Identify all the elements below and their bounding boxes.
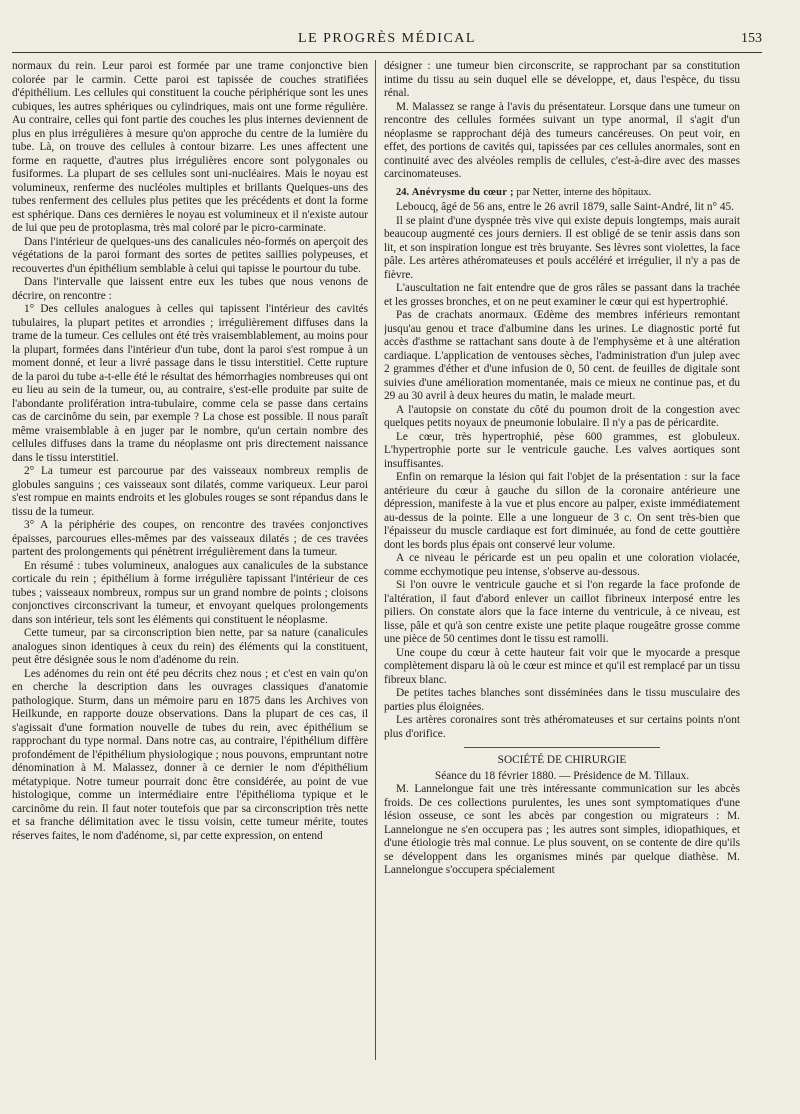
paragraph: En résumé : tubes volumineux, analogues aux canalicules de la substance corticale du rein ; épithélium à forme irrégulière tapissant l'intérieur de ces tubes ; vaisseaux nombreux, rompus sur un grand nombre de points ; cloisons conjonctives circonscrivant la tumeur, et envoyant quelques prolongements dans son intérieur, tels sont les éléments qui constituent le néoplasme. bbox=[12, 559, 368, 626]
case-heading bbox=[384, 186, 740, 200]
paragraph: normaux du rein. Leur paroi est formée par une trame conjonctive bien colorée par le carmin. Cette paroi est tapissée de couches stratifiées d'épithélium. Les cellules qui constituent la couche périphérique sont les unes cubiques, les autres sphériques ou cylindriques, mais ont une forme régulière. Au contraire, celles qui font partie des couches les plus internes deviennent de plus en plus irrégulières à mesure qu'on approche du centre de la lumière du tube. Là, on trouve des cellules à contour bizarre. Les unes affectent une forme en raquette, d'autres plus irrégulières encore sont polygonales ou fusiformes. La plupart de ses cellules sont uni-nucléaires. Mais le noyau est volumineux, renferme des nucléoles multiples et brillants Quelques-uns des tubes renferment des cellules plus petites que les précédents et dont la forme est sphérique. Dans ces dernières le noyau est volumineux et il n'existe autour de lui que peu de protoplasma, très mal coloré par le picro-carminate. bbox=[12, 60, 368, 234]
paragraph: 2° La tumeur est parcourue par des vaisseaux nombreux remplis de globules sanguins ; ces vaisseaux sont dilatés, comme variqueux. Leur paroi s'est rompue en maints endroits et les globules rouges se sont répandus dans le tissu de la tumeur. bbox=[12, 465, 368, 518]
paragraph: 3° A la périphérie des coupes, on rencontre des travées conjonctives épaisses, parcourues elles-mêmes par des vaisseaux dilatés ; de ces travées partent des prolongements qui pénètrent irrégulièrement dans la tumeur. bbox=[12, 519, 368, 558]
paragraph: A ce niveau le péricarde est un peu opalin et une coloration violacée, comme ecchymotique peu intense, s'observe au-dessous. bbox=[384, 552, 740, 578]
paragraph: 1° Des cellules analogues à celles qui tapissent l'intérieur des cavités tubulaires, la plupart petites et arrondies ; irrégulièrement diffuses dans la trame de la tumeur. Ces cellules ont été très vraisemblablement, au moins pour la plupart, formées dans l'intérieur d'un tube, dont la paroi s'est rompue à un moment donné, et leur a livré passage dans le tissu interstitiel. Cette rupture de la paroi du tube a-t-elle été le résultat des hémorrhagies nombreuses qui ont eu lieu au sein de la tumeur, ou, au contraire, s'est-elle produite par suite de l'abondante prolifération intra-tubulaire, comme cela se passe dans certains cas de carcinôme du sein, par exemple ? La chose est possible. Il nous paraît même vraisemblable à en juger par le nombre, qu'un certain nombre des cellules diffuses dans la trame du néoplasme ont pris directement naissance dans le tissu interstitiel. bbox=[12, 303, 368, 464]
paragraph: Dans l'intervalle que laissent entre eux les tubes que nous venons de décrire, on rencontre : bbox=[12, 276, 368, 302]
page-header bbox=[12, 28, 762, 53]
case-number: 24. bbox=[396, 186, 410, 198]
column-divider bbox=[375, 60, 376, 1060]
paragraph: Les adénomes du rein ont été peu décrits chez nous ; et c'est en vain qu'on en cherche la description dans les ouvrages classiques d'anatomie pathologique. Sturm, dans un mémoire paru en 1875 dans les Archives von Heilkunde, en rapporte douze observations. Dans la plupart de ces cas, il s'agissait d'une formation nouvelle de tubes du rein, avec épithélium se rapprochant du type normal. Dans notre cas, au contraire, l'épithélium diffère profondément de l'épithélium physiologique ; nous pouvons, empruntant notre dénomination à M. Malassez, donner à ce dernier le nom d'épithélium métatypique. Notre tumeur pourrait donc être considérée, au point de vue histologique, comme un intermédiaire entre l'épithélioma typique et le carcinôme du rein. Il faut noter toutefois que par sa circonscription très nette et sa franche délimitation avec le tissu voisin, cette tumeur mérite, toutes réserves faites, le nom d'adénome, si, par cette expression, on entend bbox=[12, 667, 368, 842]
paragraph: M. Malassez se range à l'avis du présentateur. Lorsque dans une tumeur on rencontre des cellules formées suivant un type anormal, il s'agit d'un néoplasme se rapprochant déjà des tumeurs cancéreuses. On peut voir, en effet, des portions de cavités qui, tapissées par ces cellules anormales, sont en continuité avec des alvéoles remplis de cellules, c'est-à-dire avec des masses carcinomateuses. bbox=[384, 100, 740, 180]
paragraph: Si l'on ouvre le ventricule gauche et si l'on regarde la face profonde de l'altération, il faut d'abord enlever un caillot fibrineux interposé entre les piliers. On constate alors que la face interne du ventricule, à ce niveau, est lisse, pâle et qu'à son centre existe une petite plaque rougeâtre grosse comme une pièce de 50 centimes dont le tissu est ramolli. bbox=[384, 579, 740, 645]
section-rule bbox=[464, 747, 660, 748]
left-column bbox=[12, 60, 368, 1106]
case-author: par Netter, interne des hôpitaux. bbox=[516, 186, 652, 198]
society-title: SOCIÉTÉ DE CHIRURGIE bbox=[497, 754, 627, 766]
paragraph: Il se plaint d'une dyspnée très vive qui existe depuis longtemps, mais aurait beaucoup augmenté ces jours derniers. Il est obligé de se tenir assis dans son lit, et son inspiration longue est très bruyante. Ses lèvres sont violettes, la face pâle. Les artères athéromateuses et pouls accéléré et irrégulier, il n'y a pas de fièvre. bbox=[384, 214, 740, 281]
paragraph: A l'autopsie on constate du côté du poumon droit de la congestion avec quelques petits noyaux de pneumonie lobulaire. Il n'y a pas de péricardite. bbox=[384, 403, 740, 429]
paragraph: L'auscultation ne fait entendre que de gros râles se passant dans la trachée et les grosses bronches, et on ne peut examiner le cœur qui est hypertrophié. bbox=[384, 282, 740, 308]
paragraph: désigner : une tumeur bien circonscrite, se rapprochant par sa constitution intime du tissu au sein duquel elle se développe, et, daus l'espèce, du tissu rénal. bbox=[384, 60, 740, 99]
paragraph: M. Lannelongue fait une très intéressante communication sur les abcès froids. De ces collections purulentes, les unes sont symptomatiques d'une lésion osseuse, ce sont les abcès par congestion ou migrateurs : M. Lannelongue ne s'en occupera pas ; les autres sont simples, idiopathiques, et d'une étiologie très mal connue. Le plus souvent, on se contente de dire qu'ils se développent dans les organismes minés par quelque diathèse. M. Lannelongue s'occupera spécialement bbox=[384, 783, 740, 876]
paragraph: Dans l'intérieur de quelques-uns des canalicules néo-formés on aperçoit des végétations de la paroi formant des sortes de petites saillies polypeuses, et recouvertes d'un épithélium semblable à celui qui tapisse le pourtour du tube. bbox=[12, 235, 368, 275]
right-column bbox=[384, 60, 740, 1106]
case-title: Anévrysme du cœur ; bbox=[411, 186, 514, 198]
paragraph: Leboucq, âgé de 56 ans, entre le 26 avril 1879, salle Saint-André, lit n° 45. bbox=[396, 201, 734, 213]
paragraph: Une coupe du cœur à cette hauteur fait voir que le myocarde a presque complètement disparu là où le cœur est mince et qu'il est remplacé par un tissu fibreux blanc. bbox=[384, 646, 740, 686]
journal-title: LE PROGRÈS MÉDICAL bbox=[298, 31, 476, 46]
paragraph: Enfin on remarque la lésion qui fait l'objet de la présentation : sur la face antérieure du cœur à gauche du sillon de la coronaire antérieure une dépression, manifeste à la vue et plus encore au palper, existe immédiatement au-dessus de la pointe. Elle a une longueur de 3 c. On sent très-bien que l'épaisseur du muscle cardiaque est fort diminuée, au fond de cette gouttière dont les bords plus épais ont conservé leur volume. bbox=[384, 471, 740, 551]
paragraph: Cette tumeur, par sa circonscription bien nette, par sa nature (canalicules analogues sinon identiques à ceux du rein) des éléments qui la constituent, peut être désignée sous le nom d'adénome du rein. bbox=[12, 627, 368, 666]
paragraph: Les artères coronaires sont très athéromateuses et sur certains points n'ont plus d'orifice. bbox=[384, 714, 740, 740]
page-number: 153 bbox=[741, 31, 762, 46]
paragraph: De petites taches blanches sont disséminées dans le tissu musculaire des parties plus éloignées. bbox=[384, 687, 740, 713]
session-line: Séance du 18 février 1880. — Présidence de M. Tillaux. bbox=[434, 769, 690, 782]
paragraph: Pas de crachats anormaux. Œdème des membres inférieurs remontant jusqu'au genou et trace d'albumine dans les urines. Le diagnostic porté fut accès d'asthme se rattachant sans doute à de l'emphysème et à une altération cardiaque. L'application de ventouses sèches, l'administration d'un julep avec 2 grammes d'éther et d'une infusion de 0, 50 cent. de feuilles de digitale sont suivies d'une amélioration momentanée, mais ce mieux ne continue pas, et du 29 au 30 avril à deux heures du matin, le malade meurt. bbox=[384, 309, 740, 402]
paragraph: Le cœur, très hypertrophié, pèse 600 grammes, est globuleux. L'hypertrophie porte sur le ventricule gauche. Les valves aortiques sont insuffisantes. bbox=[384, 430, 740, 470]
